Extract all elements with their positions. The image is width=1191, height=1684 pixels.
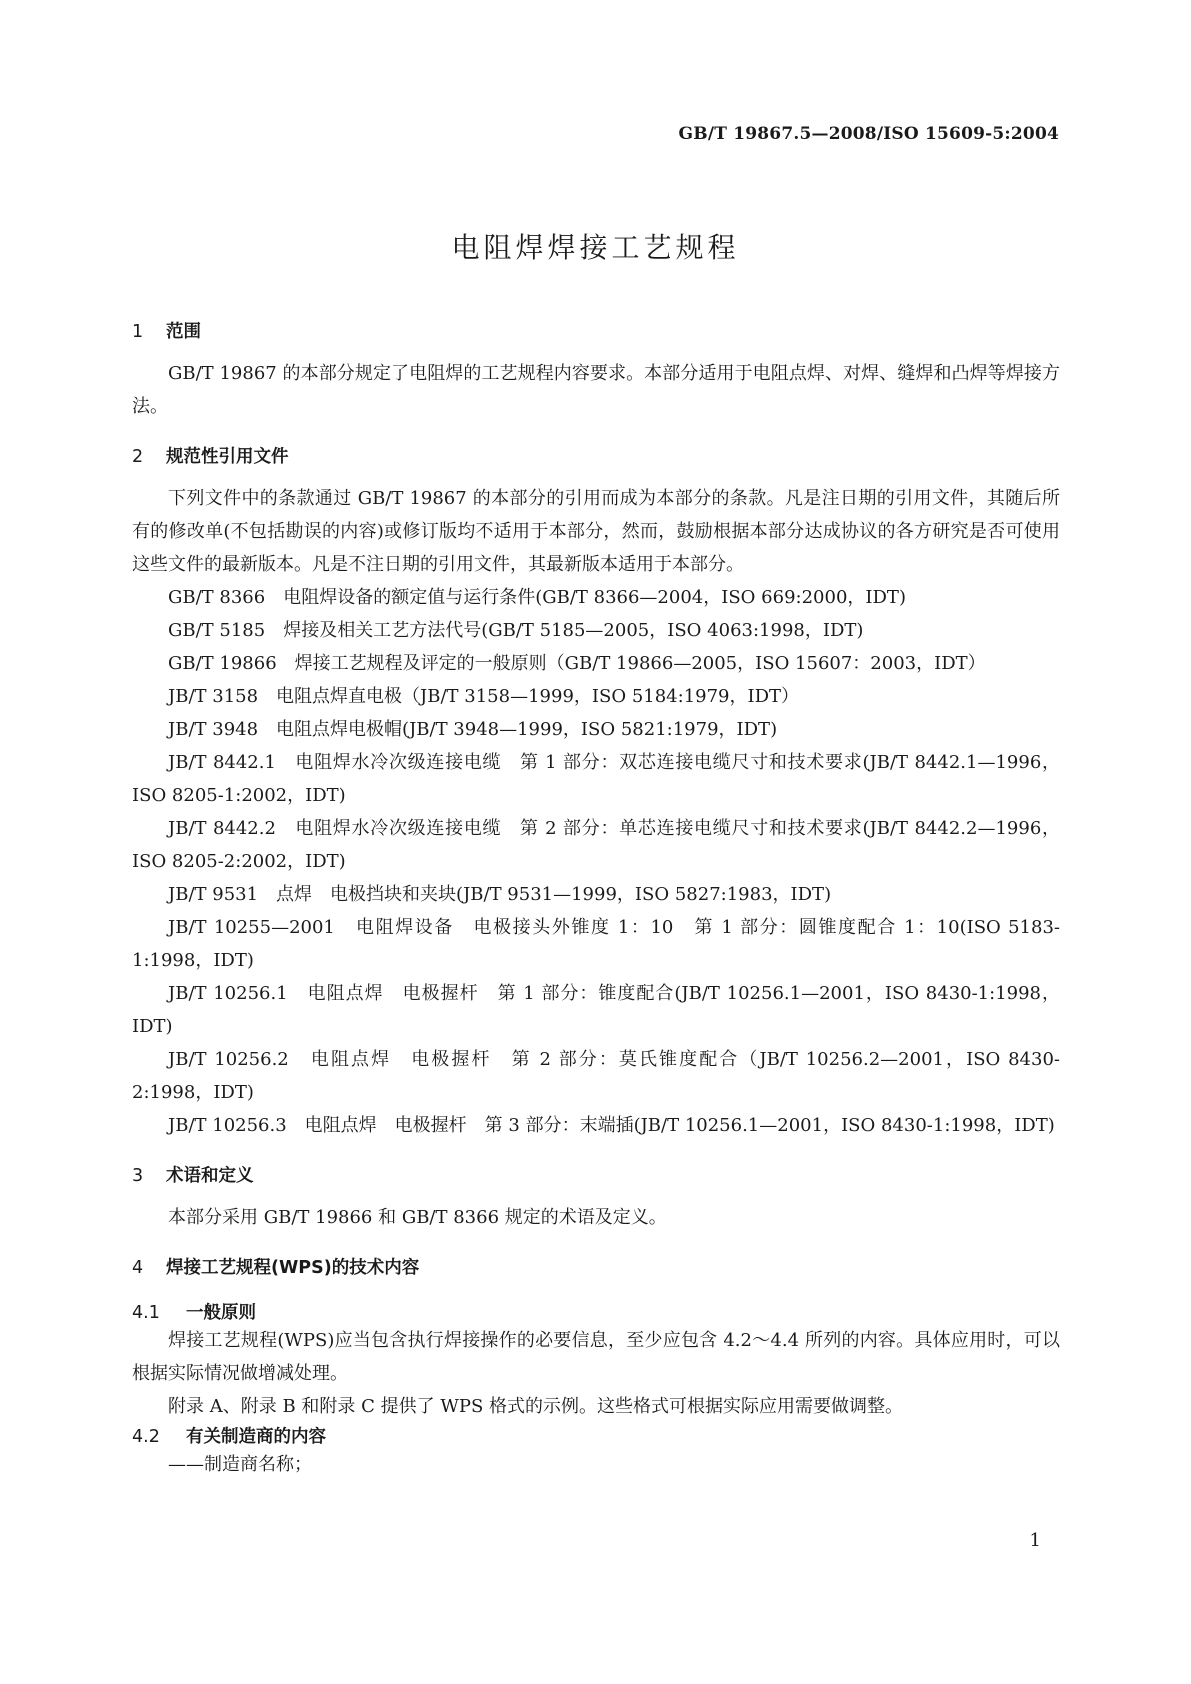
section-4-1-paragraph-2: 附录 A、附录 B 和附录 C 提供了 WPS 格式的示例。这些格式可根据实际应用需要做调整。 bbox=[168, 1396, 903, 1417]
section-4-1-heading bbox=[132, 1299, 1060, 1324]
section-4-1-paragraph-1: 焊接工艺规程(WPS)应当包含执行焊接操作的必要信息，至少应包含 4.2～4.4 所列的内容。具体应用时，可以根据实际情况做增减处理。 bbox=[132, 1330, 1060, 1384]
section-3-text: 本部分采用 GB/T 19866 和 GB/T 8366 规定的术语及定义。 bbox=[168, 1207, 667, 1228]
reference-item: JB/T 10255—2001 电阻焊设备 电极接头外锥度 1：10 第 1 部分：圆锥度配合 1：10(ISO 5183-1:1998，IDT) bbox=[132, 917, 1060, 971]
section-title: 规范性引用文件 bbox=[166, 447, 289, 467]
reference-item: JB/T 10256.2 电阻点焊 电极握杆 第 2 部分：莫氏锥度配合（JB/T 10256.2—2001，ISO 8430-2:1998，IDT) bbox=[132, 1049, 1060, 1103]
document-title: 电阻焊焊接工艺规程 bbox=[451, 231, 740, 264]
section-number: 3 bbox=[132, 1166, 144, 1186]
reference-item: JB/T 10256.3 电阻点焊 电极握杆 第 3 部分：末端插(JB/T 10256.1—2001，ISO 8430-1:1998，IDT) bbox=[168, 1115, 1055, 1136]
document-body bbox=[132, 318, 1060, 1481]
reference-item: JB/T 8442.2 电阻焊水冷次级连接电缆 第 2 部分：单芯连接电缆尺寸和技术要求(JB/T 8442.2—1996，ISO 8205-2:2002，IDT) bbox=[132, 818, 1060, 872]
section-1-heading bbox=[132, 318, 1060, 343]
section-1-text: GB/T 19867 的本部分规定了电阻焊的工艺规程内容要求。本部分适用于电阻点焊、对焊、缝焊和凸焊等焊接方法。 bbox=[132, 363, 1060, 417]
section-number: 4.1 bbox=[132, 1303, 160, 1323]
section-2-intro: 下列文件中的条款通过 GB/T 19867 的本部分的引用而成为本部分的条款。凡是注日期的引用文件，其随后所有的修改单(不包括勘误的内容)或修订版均不适用于本部分，然而，鼓励根据本部分达成协议的各方研究是否可使用这些文件的最新版本。凡是不注日期的引用文件，其最新版本适用于本部分。 bbox=[132, 488, 1060, 575]
section-title: 一般原则 bbox=[186, 1303, 256, 1323]
list-item: ——制造商名称； bbox=[168, 1454, 312, 1475]
section-number: 2 bbox=[132, 447, 144, 467]
section-2-heading bbox=[132, 443, 1060, 468]
section-3-heading bbox=[132, 1162, 1060, 1187]
section-number: 4 bbox=[132, 1258, 144, 1278]
section-title: 范围 bbox=[166, 322, 201, 342]
section-title: 焊接工艺规程(WPS)的技术内容 bbox=[166, 1258, 420, 1278]
reference-item: JB/T 8442.1 电阻焊水冷次级连接电缆 第 1 部分：双芯连接电缆尺寸和技术要求(JB/T 8442.1—1996，ISO 8205-1:2002，IDT) bbox=[132, 752, 1060, 806]
section-title: 术语和定义 bbox=[166, 1166, 254, 1186]
reference-item: JB/T 9531 点焊 电极挡块和夹块(JB/T 9531—1999，ISO 5827:1983，IDT) bbox=[168, 884, 832, 905]
section-4-2-heading bbox=[132, 1423, 1060, 1448]
page-number: 1 bbox=[1029, 1530, 1041, 1551]
section-number: 1 bbox=[132, 322, 144, 342]
reference-item: GB/T 19866 焊接工艺规程及评定的一般原则（GB/T 19866—2005，ISO 15607：2003，IDT） bbox=[168, 653, 986, 674]
section-title: 有关制造商的内容 bbox=[186, 1427, 326, 1447]
reference-item: JB/T 10256.1 电阻点焊 电极握杆 第 1 部分：锥度配合(JB/T 10256.1—2001，ISO 8430-1:1998，IDT) bbox=[132, 983, 1060, 1037]
standard-code: GB/T 19867.5—2008/ISO 15609-5:2004 bbox=[678, 124, 1059, 144]
reference-item: JB/T 3158 电阻点焊直电极（JB/T 3158—1999，ISO 5184:1979，IDT） bbox=[168, 686, 800, 707]
reference-item: GB/T 5185 焊接及相关工艺方法代号(GB/T 5185—2005，ISO 4063:1998，IDT) bbox=[168, 620, 864, 641]
reference-item: JB/T 3948 电阻点焊电极帽(JB/T 3948—1999，ISO 5821:1979，IDT) bbox=[168, 719, 778, 740]
section-4-heading bbox=[132, 1254, 1060, 1279]
reference-item: GB/T 8366 电阻焊设备的额定值与运行条件(GB/T 8366—2004，ISO 669:2000，IDT) bbox=[168, 587, 906, 608]
normative-references-list bbox=[132, 581, 1060, 1142]
section-number: 4.2 bbox=[132, 1427, 160, 1447]
